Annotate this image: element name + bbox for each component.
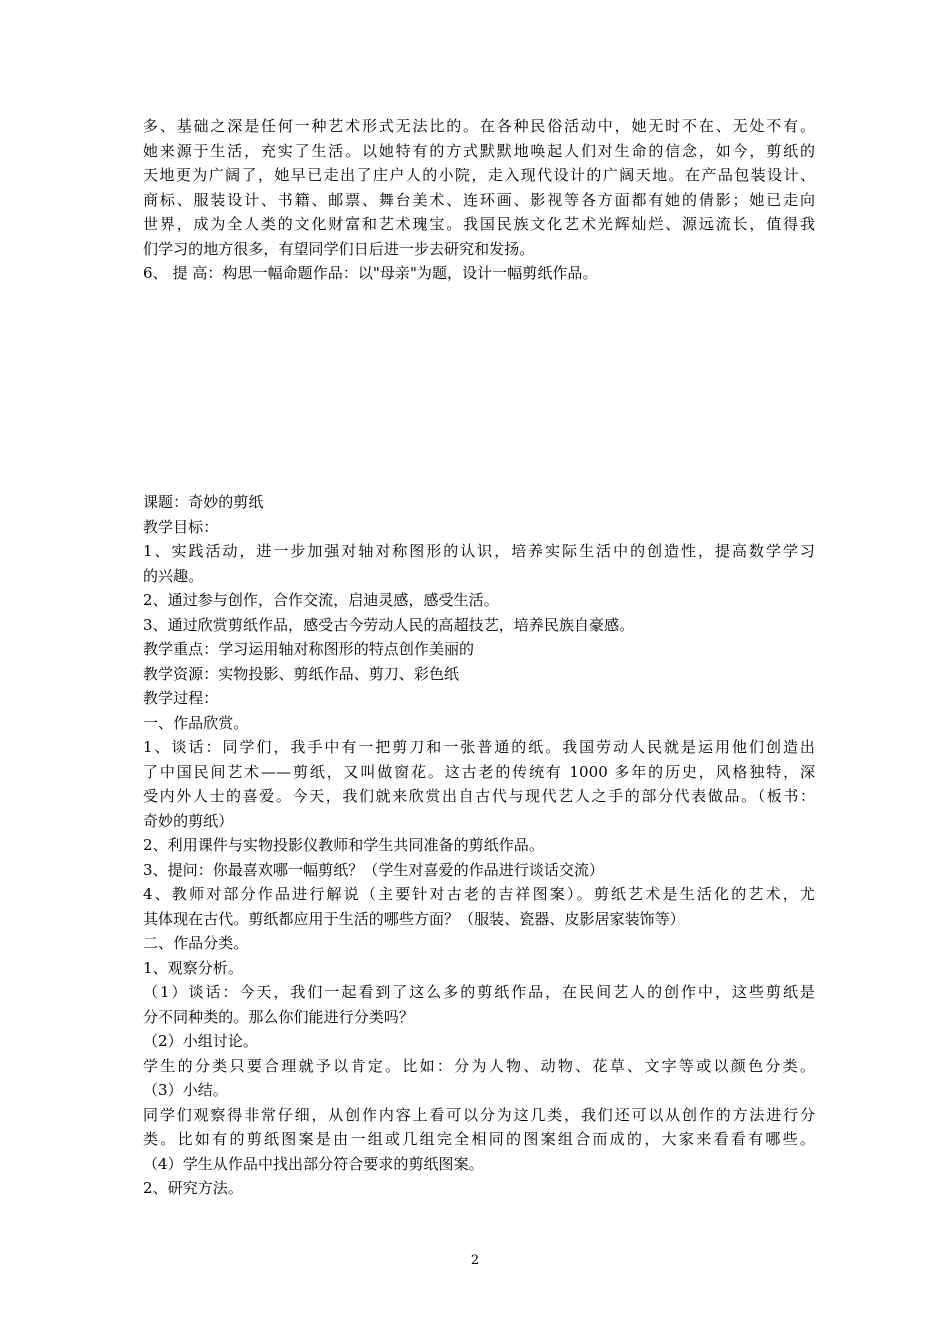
paragraph-line: 世界，成为全人类的文化财富和艺术瑰宝。我国民族文化艺术光辉灿烂、源远流长，值得我: [143, 215, 815, 233]
paragraph-line: 分不同种类的。那么你们能进行分类吗？: [143, 1007, 414, 1026]
paragraph-line: （4）学生从作品中找出部分符合要求的剪纸图案。: [143, 1154, 484, 1173]
text-block-top: [143, 114, 815, 286]
paragraph-line: 了中国民间艺术——剪纸，又叫做窗花。这古老的传统有 1000 多年的历史，风格独特，深: [143, 762, 815, 781]
paragraph-line: 教学过程：: [143, 689, 219, 707]
paragraph-line: 4、教师对部分作品进行解说（主要针对古老的吉祥图案）。剪纸艺术是生活化的艺术，尤: [143, 885, 815, 903]
paragraph-line: 课题：奇妙的剪纸: [143, 493, 264, 511]
paragraph-line: 二、作品分类。: [143, 934, 249, 952]
paragraph-line: 多、基础之深是任何一种艺术形式无法比的。在各种民俗活动中，她无时不在、无处不有。: [143, 117, 815, 135]
paragraph-line: 们学习的地方很多，有望同学们日后进一步去研究和发扬。: [143, 239, 535, 258]
paragraph-line: 商标、服装设计、书籍、邮票、舞台美术、连环画、影视等各方面都有她的倩影；她已走向: [143, 190, 815, 209]
paragraph-line: （2）小组讨论。: [143, 1032, 258, 1050]
paragraph-line: 2、研究方法。: [143, 1179, 243, 1197]
paragraph-line: 一、作品欣赏。: [143, 713, 249, 732]
paragraph-line: 的兴趣。: [143, 566, 204, 585]
paragraph-line: 教学资源：实物投影、剪纸作品、剪刀、彩色纸: [143, 664, 460, 683]
paragraph-line: 受内外人士的喜爱。今天，我们就来欣赏出自古代与现代艺人之手的部分代表做品。（板书：: [143, 787, 815, 805]
paragraph-line: 类。比如有的剪纸图案是由一组或几组完全相同的图案组合而成的，大家来看看有哪些。: [143, 1130, 815, 1148]
paragraph-line: 同学们观察得非常仔细，从创作内容上看可以分为这几类，我们还可以从创作的方法进行分: [143, 1105, 815, 1124]
paragraph-line: 学生的分类只要合理就予以肯定。比如：分为人物、动物、花草、文字等或以颜色分类。: [143, 1056, 815, 1075]
paragraph-line: 天地更为广阔了，她早已走出了庄户人的小院，走入现代设计的广阔天地。在产品包装设计、: [143, 166, 815, 184]
paragraph-line: 3、通过欣赏剪纸作品，感受古今劳动人民的高超技艺，培养民族自豪感。: [143, 615, 635, 634]
page-number: 2: [470, 1253, 480, 1268]
paragraph-line: 3、提问：你最喜欢哪一幅剪纸？（学生对喜爱的作品进行谈话交流）: [143, 860, 605, 879]
paragraph-line: 1、谈话：同学们，我手中有一把剪刀和一张普通的纸。我国劳动人民就是运用他们创造出: [143, 738, 815, 756]
paragraph-line: 她来源于生活，充实了生活。以她特有的方式默默地唤起人们对生命的信念，如今，剪纸的: [143, 141, 815, 160]
paragraph-line: 奇妙的剪纸）: [143, 811, 234, 830]
paragraph-line: 6、 提 高：构思一幅命题作品：以"母亲"为题，设计一幅剪纸作品。: [143, 264, 598, 282]
paragraph-line: 2、利用课件与实物投影仪教师和学生共同准备的剪纸作品。: [143, 836, 544, 854]
paragraph-line: 教学目标：: [143, 517, 219, 536]
text-block-lesson: [143, 490, 815, 1201]
paragraph-line: （3）小结。: [143, 1081, 228, 1099]
paragraph-line: 1、实践活动，进一步加强对轴对称图形的认识，培养实际生活中的创造性，提高数学学习: [143, 542, 815, 560]
paragraph-line: 教学重点：学习运用轴对称图形的特点创作美丽的: [143, 640, 475, 658]
paragraph-line: 1、观察分析。: [143, 958, 243, 977]
paragraph-line: （1）谈话：今天，我们一起看到了这么多的剪纸作品，在民间艺人的创作中，这些剪纸是: [143, 983, 815, 1001]
paragraph-line: 2、通过参与创作，合作交流，启迪灵感，感受生活。: [143, 591, 499, 609]
paragraph-line: 其体现在古代。剪纸都应用于生活的哪些方面？（服装、瓷器、皮影居家装饰等）: [143, 909, 685, 928]
